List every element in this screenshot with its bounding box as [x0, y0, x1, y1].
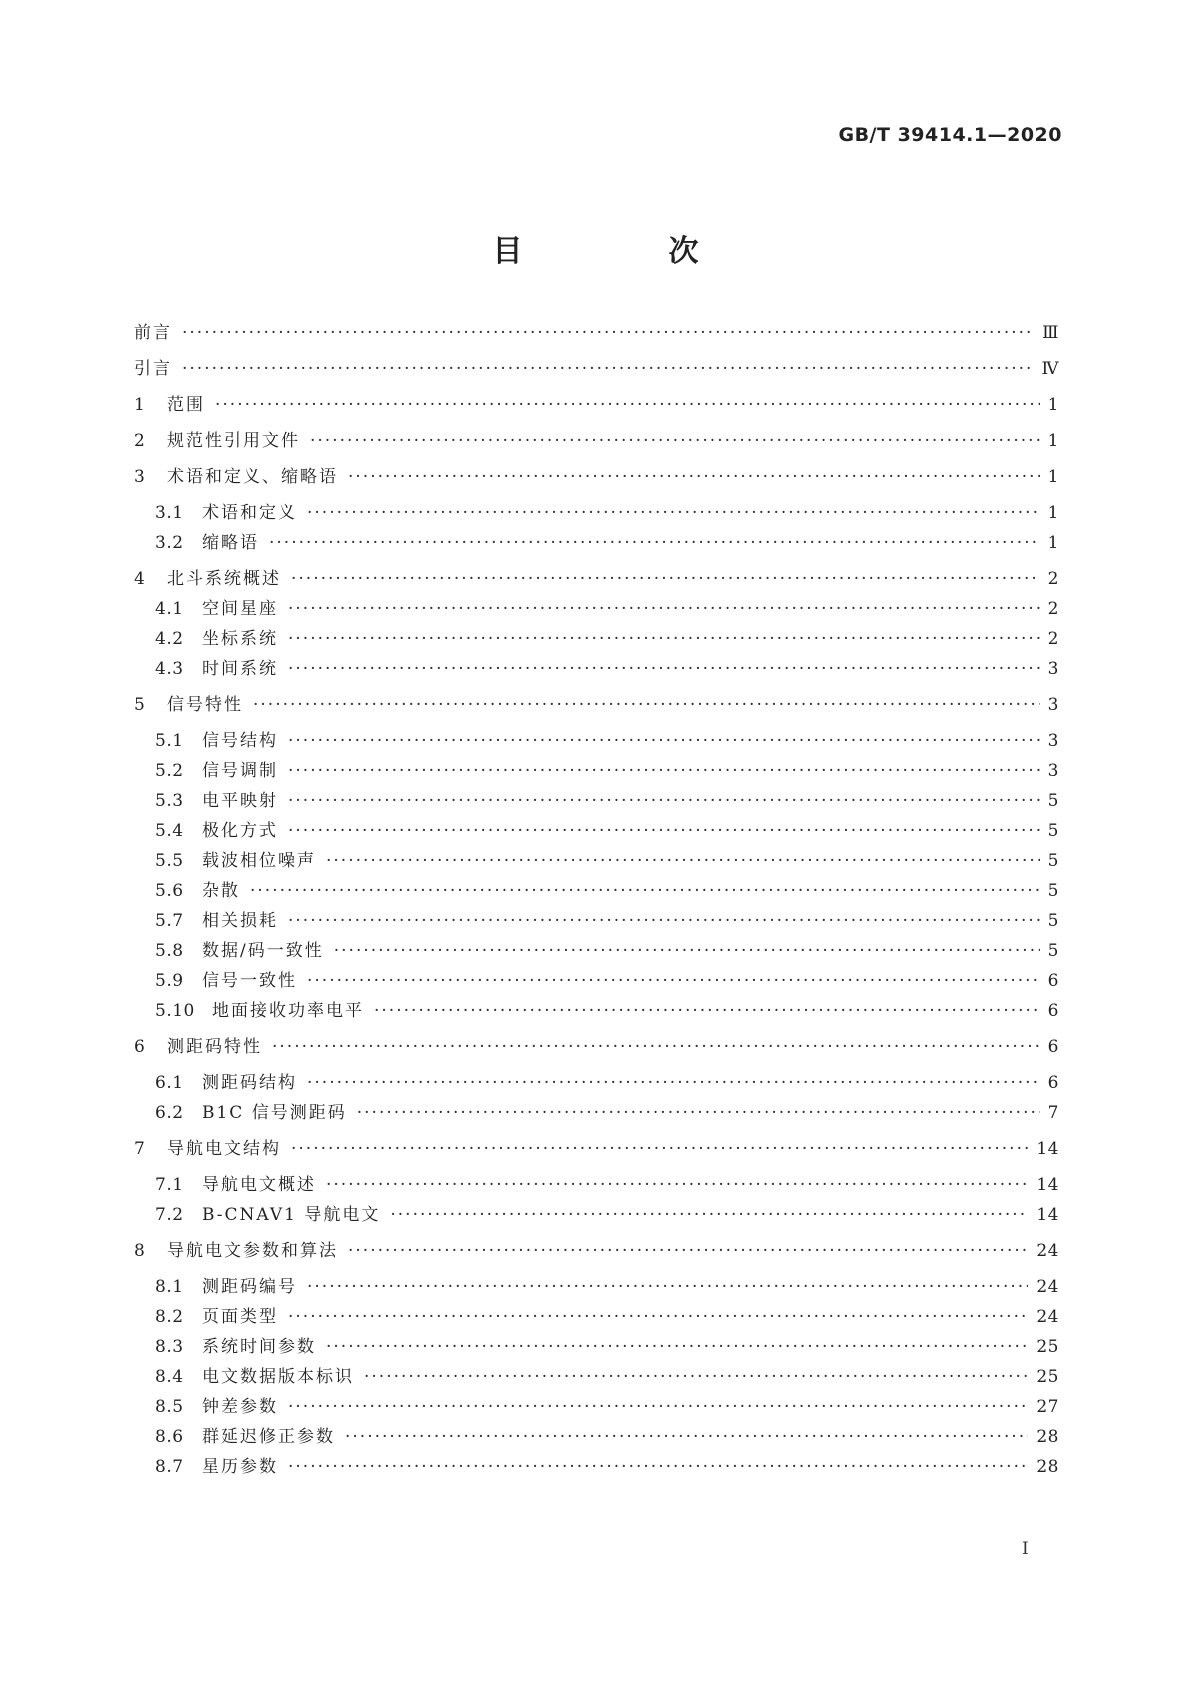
toc-entry-page: 1 — [1047, 395, 1059, 415]
toc-entry-page: 1 — [1047, 431, 1059, 451]
toc-entry-title: 导航电文参数和算法 — [167, 1241, 338, 1261]
toc-entry-number: 6 — [134, 1037, 146, 1057]
toc-entry[interactable] — [134, 910, 1059, 932]
toc-entry-number: 5.3 — [155, 791, 184, 811]
toc-entry[interactable] — [134, 1036, 1059, 1058]
toc-entry-page: 6 — [1047, 1037, 1059, 1057]
toc-entry-page: 6 — [1047, 1073, 1059, 1093]
toc-entry-number: 3.2 — [155, 533, 184, 553]
toc-entry[interactable] — [134, 358, 1059, 380]
toc-entry-page: 2 — [1047, 599, 1059, 619]
toc-entry-title: 信号结构 — [202, 731, 278, 751]
toc-title: 目 次 — [492, 234, 757, 269]
toc-entry[interactable] — [134, 1000, 1059, 1022]
toc-entry-title: 钟差参数 — [202, 1397, 278, 1417]
toc-entry-page: Ⅳ — [1041, 359, 1059, 379]
dot-leader — [307, 1072, 1040, 1094]
toc-entry-number: 7.1 — [155, 1175, 184, 1195]
toc-entry[interactable] — [134, 940, 1059, 962]
dot-leader — [326, 1336, 1028, 1358]
dot-leader — [182, 358, 1034, 380]
toc-entry-number: 1 — [134, 395, 146, 415]
toc-entry-number: 5.4 — [155, 821, 184, 841]
toc-entry-page: 14 — [1036, 1139, 1059, 1159]
toc-entry-page: 6 — [1047, 971, 1059, 991]
toc-entry-title: 范围 — [167, 395, 205, 415]
toc-entry-title: B-CNAV1 导航电文 — [202, 1205, 381, 1225]
toc-entry-number: 3.1 — [155, 503, 184, 523]
dot-leader — [291, 568, 1040, 590]
toc-entry-number: 8.7 — [155, 1457, 184, 1477]
toc-entry-page: 2 — [1047, 629, 1059, 649]
toc-entry[interactable] — [134, 1396, 1059, 1418]
dot-leader — [326, 1174, 1028, 1196]
toc-entry-page: 5 — [1047, 791, 1059, 811]
toc-entry[interactable] — [134, 1072, 1059, 1094]
dot-leader — [307, 970, 1040, 992]
standard-number: GB/T 39414.1—2020 — [838, 124, 1062, 146]
toc-entry[interactable] — [134, 1102, 1059, 1124]
toc-entry-number: 2 — [134, 431, 146, 451]
dot-leader — [269, 532, 1040, 554]
toc-entry-number: 4.3 — [155, 659, 184, 679]
toc-entry-number: 8.1 — [155, 1277, 184, 1297]
toc-entry-title: 前言 — [134, 323, 172, 343]
toc-entry-page: 14 — [1036, 1175, 1059, 1195]
toc-entry-page: 5 — [1047, 881, 1059, 901]
toc-entry-title: 空间星座 — [202, 599, 278, 619]
dot-leader — [182, 322, 1034, 344]
toc-entry-title: 规范性引用文件 — [167, 431, 300, 451]
toc-entry-number: 7 — [134, 1139, 146, 1159]
dot-leader — [288, 730, 1040, 752]
toc-entry-title: 系统时间参数 — [202, 1337, 316, 1357]
dot-leader — [288, 598, 1040, 620]
toc-entry-number: 3 — [134, 467, 146, 487]
toc-entry[interactable] — [134, 1456, 1059, 1478]
toc-entry-page: 3 — [1047, 695, 1059, 715]
toc-entry-number: 8.5 — [155, 1397, 184, 1417]
dot-leader — [215, 394, 1040, 416]
dot-leader — [326, 850, 1040, 872]
toc-entry-title: 杂散 — [202, 881, 240, 901]
toc-entry-number: 5.8 — [155, 941, 184, 961]
dot-leader — [348, 466, 1040, 488]
table-of-contents — [134, 322, 1059, 1478]
toc-entry-number: 8.3 — [155, 1337, 184, 1357]
toc-entry[interactable] — [134, 820, 1059, 842]
toc-entry-page: 6 — [1047, 1001, 1059, 1021]
toc-entry-number: 8.2 — [155, 1307, 184, 1327]
toc-entry-title: 导航电文结构 — [167, 1139, 281, 1159]
dot-leader — [288, 1396, 1028, 1418]
toc-entry-page: 5 — [1047, 911, 1059, 931]
toc-entry-number: 8 — [134, 1241, 146, 1261]
toc-entry-title: 信号特性 — [167, 695, 243, 715]
toc-entry-number: 4 — [134, 569, 146, 589]
toc-entry-title: 测距码编号 — [202, 1277, 297, 1297]
toc-entry[interactable] — [134, 1306, 1059, 1328]
toc-entry-number: 7.2 — [155, 1205, 184, 1225]
toc-entry-page: 1 — [1047, 467, 1059, 487]
dot-leader — [348, 1240, 1028, 1262]
toc-entry-title: 信号一致性 — [202, 971, 297, 991]
toc-entry[interactable] — [134, 970, 1059, 992]
toc-entry-title: 群延迟修正参数 — [202, 1427, 335, 1447]
toc-entry[interactable] — [134, 1366, 1059, 1388]
dot-leader — [345, 1426, 1028, 1448]
toc-entry-number: 5.10 — [155, 1001, 195, 1021]
toc-entry-title: 坐标系统 — [202, 629, 278, 649]
toc-entry[interactable] — [134, 502, 1059, 524]
toc-entry-page: 5 — [1047, 851, 1059, 871]
toc-entry-title: 信号调制 — [202, 761, 278, 781]
dot-leader — [307, 502, 1040, 524]
toc-entry-page: 3 — [1047, 659, 1059, 679]
toc-entry[interactable] — [134, 466, 1059, 488]
toc-entry[interactable] — [134, 598, 1059, 620]
dot-leader — [288, 658, 1040, 680]
toc-entry-title: 术语和定义 — [202, 503, 297, 523]
toc-entry-title: B1C 信号测距码 — [202, 1103, 347, 1123]
toc-entry-number: 8.4 — [155, 1367, 184, 1387]
dot-leader — [253, 694, 1040, 716]
toc-entry[interactable] — [134, 1426, 1059, 1448]
toc-entry[interactable] — [134, 694, 1059, 716]
toc-entry-page: 5 — [1047, 941, 1059, 961]
toc-entry-title: 缩略语 — [202, 533, 259, 553]
dot-leader — [374, 1000, 1040, 1022]
toc-entry-number: 5.9 — [155, 971, 184, 991]
dot-leader — [310, 430, 1040, 452]
dot-leader — [288, 820, 1040, 842]
toc-entry-number: 5.2 — [155, 761, 184, 781]
toc-entry-title: 时间系统 — [202, 659, 278, 679]
toc-entry-title: 相关损耗 — [202, 911, 278, 931]
dot-leader — [288, 910, 1040, 932]
toc-entry-page: 25 — [1036, 1337, 1059, 1357]
dot-leader — [334, 940, 1040, 962]
toc-entry-number: 4.2 — [155, 629, 184, 649]
toc-entry-page: 24 — [1036, 1277, 1059, 1297]
toc-entry[interactable] — [134, 568, 1059, 590]
toc-entry-title: 极化方式 — [202, 821, 278, 841]
toc-entry-title: 数据/码一致性 — [202, 941, 324, 961]
toc-entry-number: 6.1 — [155, 1073, 184, 1093]
toc-entry[interactable] — [134, 658, 1059, 680]
toc-entry-number: 5.1 — [155, 731, 184, 751]
toc-entry-page: 1 — [1047, 503, 1059, 523]
dot-leader — [357, 1102, 1040, 1124]
toc-entry[interactable] — [134, 532, 1059, 554]
toc-entry-number: 5.6 — [155, 881, 184, 901]
toc-entry-page: Ⅲ — [1042, 323, 1059, 343]
toc-entry-number: 4.1 — [155, 599, 184, 619]
toc-entry[interactable] — [134, 628, 1059, 650]
dot-leader — [272, 1036, 1040, 1058]
toc-entry-page: 3 — [1047, 761, 1059, 781]
toc-entry[interactable] — [134, 1240, 1059, 1262]
toc-entry-title: 电平映射 — [202, 791, 278, 811]
dot-leader — [364, 1366, 1028, 1388]
toc-entry-number: 5 — [134, 695, 146, 715]
toc-entry[interactable] — [134, 394, 1059, 416]
toc-entry[interactable] — [134, 760, 1059, 782]
dot-leader — [291, 1138, 1028, 1160]
dot-leader — [390, 1204, 1028, 1226]
toc-entry-page: 25 — [1036, 1367, 1059, 1387]
toc-entry[interactable] — [134, 1276, 1059, 1298]
toc-entry-title: 导航电文概述 — [202, 1175, 316, 1195]
toc-entry-page: 24 — [1036, 1307, 1059, 1327]
toc-entry[interactable] — [134, 322, 1059, 344]
toc-entry[interactable] — [134, 1336, 1059, 1358]
toc-entry-title: 北斗系统概述 — [167, 569, 281, 589]
toc-entry-title: 测距码特性 — [167, 1037, 262, 1057]
toc-entry-title: 测距码结构 — [202, 1073, 297, 1093]
toc-entry[interactable] — [134, 880, 1059, 902]
toc-entry-title: 星历参数 — [202, 1457, 278, 1477]
toc-entry[interactable] — [134, 1138, 1059, 1160]
dot-leader — [288, 628, 1040, 650]
toc-entry-page: 2 — [1047, 569, 1059, 589]
toc-entry-number: 6.2 — [155, 1103, 184, 1123]
toc-entry-page: 24 — [1036, 1241, 1059, 1261]
toc-entry-title: 术语和定义、缩略语 — [167, 467, 338, 487]
toc-entry[interactable] — [134, 730, 1059, 752]
toc-entry[interactable] — [134, 1204, 1059, 1226]
toc-entry-page: 28 — [1036, 1457, 1059, 1477]
toc-entry-number: 8.6 — [155, 1427, 184, 1447]
toc-entry-title: 引言 — [134, 359, 172, 379]
toc-entry[interactable] — [134, 1174, 1059, 1196]
dot-leader — [288, 790, 1040, 812]
dot-leader — [307, 1276, 1028, 1298]
toc-entry-title: 地面接收功率电平 — [212, 1001, 364, 1021]
toc-entry-page: 7 — [1047, 1103, 1059, 1123]
toc-entry[interactable] — [134, 790, 1059, 812]
toc-entry-title: 页面类型 — [202, 1307, 278, 1327]
toc-entry[interactable] — [134, 430, 1059, 452]
toc-entry-number: 5.5 — [155, 851, 184, 871]
page-number: I — [1022, 1539, 1029, 1559]
toc-entry-title: 电文数据版本标识 — [202, 1367, 354, 1387]
toc-entry-page: 28 — [1036, 1427, 1059, 1447]
dot-leader — [288, 1306, 1028, 1328]
toc-entry-page: 14 — [1036, 1205, 1059, 1225]
dot-leader — [288, 760, 1040, 782]
toc-entry[interactable] — [134, 850, 1059, 872]
toc-entry-number: 5.7 — [155, 911, 184, 931]
toc-entry-page: 3 — [1047, 731, 1059, 751]
toc-entry-page: 27 — [1036, 1397, 1059, 1417]
toc-entry-page: 5 — [1047, 821, 1059, 841]
toc-entry-page: 1 — [1047, 533, 1059, 553]
dot-leader — [288, 1456, 1028, 1478]
toc-entry-title: 载波相位噪声 — [202, 851, 316, 871]
dot-leader — [250, 880, 1040, 902]
